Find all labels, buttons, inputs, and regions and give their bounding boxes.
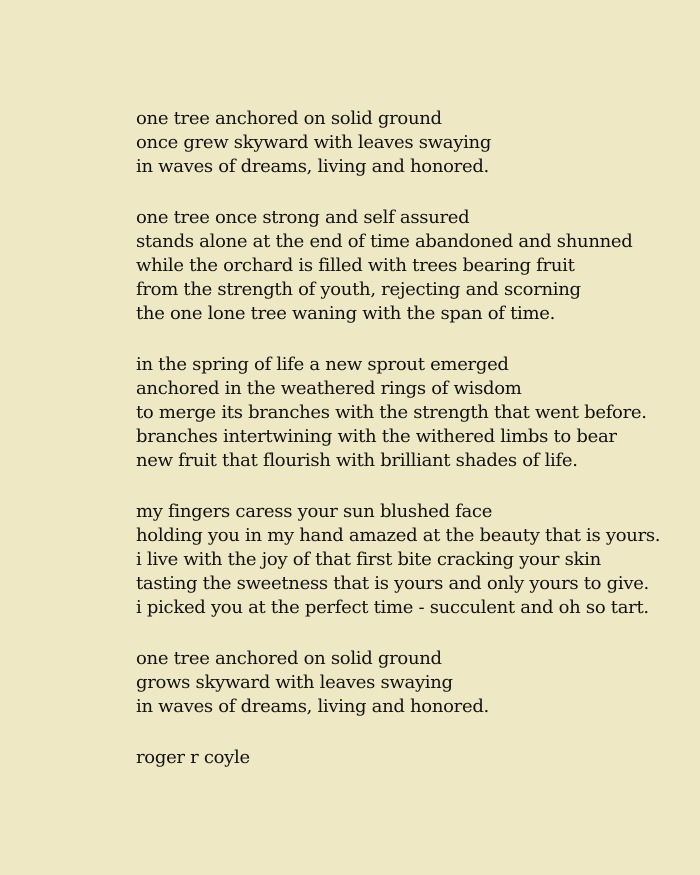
poem-line: i live with the joy of that first bite cracking your skin (136, 549, 601, 570)
stanza-4 (136, 500, 696, 620)
poem-line: once grew skyward with leaves swaying (136, 132, 492, 153)
poem-line: one tree anchored on solid ground (136, 108, 442, 129)
stanza-2 (136, 206, 696, 326)
poem-line: i picked you at the perfect time - succulent and oh so tart. (136, 597, 649, 618)
stanza-5 (136, 647, 696, 719)
stanza-3 (136, 353, 696, 473)
author-signature: roger r coyle (136, 747, 250, 768)
poem-line: new fruit that flourish with brilliant shades of life. (136, 450, 578, 471)
poem-line: grows skyward with leaves swaying (136, 672, 453, 693)
poem-line: one tree once strong and self assured (136, 207, 470, 228)
poem-line: my fingers caress your sun blushed face (136, 501, 493, 522)
poem-line: to merge its branches with the strength that went before. (136, 402, 647, 423)
poem-line: holding you in my hand amazed at the beauty that is yours. (136, 525, 661, 546)
poem-line: while the orchard is filled with trees bearing fruit (136, 255, 575, 276)
poem-line: tasting the sweetness that is yours and only yours to give. (136, 573, 649, 594)
poem-line: anchored in the weathered rings of wisdom (136, 378, 522, 399)
poem-line: in waves of dreams, living and honored. (136, 696, 489, 717)
poem-line: the one lone tree waning with the span of time. (136, 303, 556, 324)
poem-line: branches intertwining with the withered limbs to bear (136, 426, 617, 447)
poem-line: one tree anchored on solid ground (136, 648, 442, 669)
stanza-1 (136, 107, 696, 179)
poem-line: from the strength of youth, rejecting and scorning (136, 279, 581, 300)
poem-line: stands alone at the end of time abandoned and shunned (136, 231, 633, 252)
poem-line: in the spring of life a new sprout emerged (136, 354, 509, 375)
poem-line: in waves of dreams, living and honored. (136, 156, 489, 177)
poem (136, 107, 696, 770)
